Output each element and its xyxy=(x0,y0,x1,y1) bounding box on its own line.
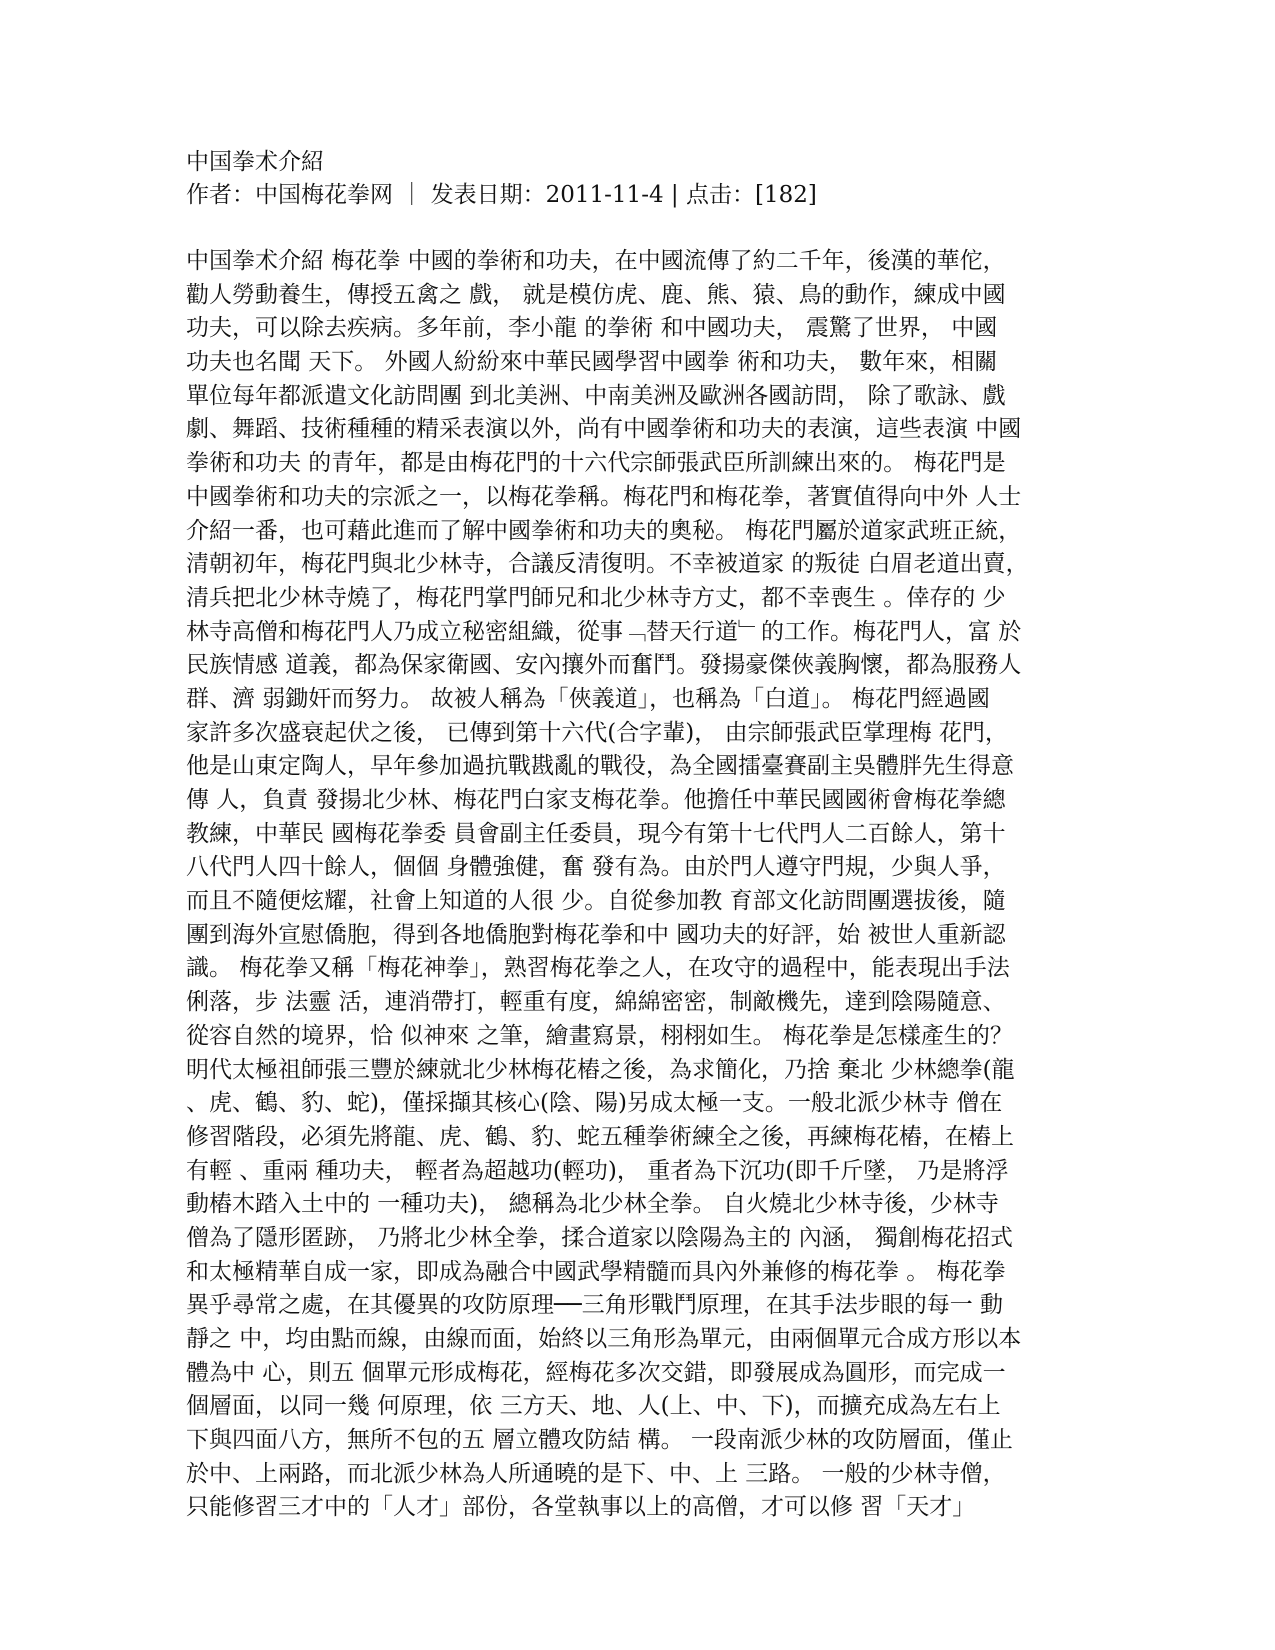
body-line: 中國拳術和功夫的宗派之一，以梅花拳稱。梅花門和梅花拳，著實值得向中外 人士 xyxy=(186,483,1022,510)
body-line: 從容自然的境界，恰 似神來 之筆，繪畫寫景，栩栩如生。 梅花拳是怎樣產生的？ xyxy=(186,1022,1013,1049)
body-line: 教練，中華民 國梅花拳委 員會副主任委員，現今有第十七代門人二百餘人，第十 xyxy=(186,820,1006,847)
body-line: 介紹一番，也可藉此進而了解中國拳術和功夫的奧秘。 梅花門屬於道家武班正統， xyxy=(186,517,1022,544)
body-line: 家許多次盛衰起伏之後， 已傳到第十六代(合字輩)， 由宗師張武臣掌理梅 花門， xyxy=(186,719,1008,746)
body-line: 動樁木踏入土中的 一種功夫)， 總稱為北少林全拳。 自火燒北少林寺後，少林寺 xyxy=(186,1191,999,1218)
body-line: 於中、上兩路，而北派少林為人所通曉的是下、中、上 三路。 一般的少林寺僧， xyxy=(186,1460,1006,1487)
body-line: 八代門人四十餘人，個個 身體強健，奮 發有為。由於門人遵守門規，少與人爭， xyxy=(186,854,1006,881)
body-line: 修習階段，必須先將龍、虎、鶴、豹、蛇五種拳術練全之後，再練梅花樁，在樁上 xyxy=(186,1123,1014,1150)
body-line: 明代太極祖師張三豐於練就北少林梅花樁之後，為求簡化，乃捨 棄北 少林總拳(龍 xyxy=(186,1056,1015,1083)
body-line: 下與四面八方，無所不包的五 層立體攻防結 構。 一段南派少林的攻防層面，僅止 xyxy=(186,1427,1013,1454)
body-line: 有輕 、重兩 種功夫， 輕者為超越功(輕功)， 重者為下沉功(即千斤墜， 乃是將浮 xyxy=(186,1157,1009,1184)
body-line: 只能修習三才中的「人才」部份，各堂執事以上的高僧，才可以修 習「天才」 xyxy=(186,1494,976,1521)
body-line: 民族情感 道義，都為保家衛國、安內攘外而奮鬥。發揚豪傑俠義胸懷，都為服務人 xyxy=(186,652,1022,679)
body-line: 個層面，以同一幾 何原理，依 三方天、地、人(上、中、下)，而擴充成為左右上 xyxy=(186,1393,1001,1420)
body-line: 傳 人，負責 發揚北少林、梅花門白家支梅花拳。他擔任中華民國國術會梅花拳總 xyxy=(186,787,1006,813)
document-page xyxy=(186,146,1090,1525)
body-line: 俐落，步 法靈 活，連消帶打，輕重有度，綿綿密密，制敵機先，達到陰陽隨意、 xyxy=(186,989,1006,1016)
body-line: 和太極精華自成一家，即成為融合中國武學精髓而具內外兼修的梅花拳 。 梅花拳 xyxy=(186,1258,1006,1285)
body-line: 功夫也名聞 天下。 外國人紛紛來中華民國學習中國拳 術和功夫， 數年來，相關 xyxy=(186,349,998,376)
body-line: 識。 梅花拳又稱「梅花神拳」，熟習梅花拳之人，在攻守的過程中，能表現出手法 xyxy=(186,955,1010,982)
document-meta: 作者：中国梅花拳网 ｜ 发表日期：2011-11-4 | 点击：[182] xyxy=(186,182,817,208)
body-line: 劇、舞蹈、技術種種的精采表演以外，尚有中國拳術和功夫的表演，這些表演 中國 xyxy=(186,416,1022,443)
body-line: 、虎、鶴、豹、蛇)，僅採擷其核心(陰、陽)另成太極一支。一般北派少林寺 僧在 xyxy=(186,1090,1003,1117)
body-line: 林寺高僧和梅花門人乃成立秘密組織，從事﹁替天行道﹂的工作。梅花門人，富 於 xyxy=(186,618,1022,645)
body-line: 團到海外宣慰僑胞，得到各地僑胞對梅花拳和中 國功夫的好評，始 被世人重新認 xyxy=(186,921,1006,948)
body-line: 體為中 心，則五 個單元形成梅花，經梅花多次交錯，即發展成為圓形，而完成一 xyxy=(186,1359,1006,1386)
body-line: 勸人勞動養生，傳授五禽之 戲， 就是模仿虎、鹿、熊、猿、鳥的動作，練成中國 xyxy=(186,281,1006,308)
body-line: 清兵把北少林寺燒了，梅花門掌門師兄和北少林寺方丈，都不幸喪生 。倖存的 少 xyxy=(186,584,1006,611)
body-line: 而且不隨便炫耀，社會上知道的人很 少。自從參加教 育部文化訪問團選拔後，隨 xyxy=(186,888,1006,915)
body-line: 中国拳术介紹 梅花拳 中國的拳術和功夫，在中國流傳了約二千年，後漢的華佗， xyxy=(186,248,1006,274)
body-line: 清朝初年，梅花門與北少林寺，合議反清復明。不幸被道家 的叛徒 白眉老道出賣， xyxy=(186,551,1029,578)
body-line: 他是山東定陶人，早年參加過抗戰戡亂的戰役，為全國擂臺賽副主吳體胖先生得意 xyxy=(186,753,1014,780)
body-line: 僧為了隱形匿跡， 乃將北少林全拳，揉合道家以陰陽為主的 內涵， 獨創梅花招式 xyxy=(186,1224,1013,1251)
document-body xyxy=(186,245,1090,1525)
body-line: 靜之 中，均由點而線，由線而面，始終以三角形為單元，由兩個單元合成方形以本 xyxy=(186,1326,1022,1352)
body-line: 單位每年都派遣文化訪問團 到北美洲、中南美洲及歐洲各國訪問， 除了歌詠、戲 xyxy=(186,382,1006,409)
document-title: 中国拳术介紹 xyxy=(186,149,324,175)
body-line: 拳術和功夫 的青年，都是由梅花門的十六代宗師張武臣所訓練出來的。 梅花門是 xyxy=(186,450,1006,477)
body-line: 異乎尋常之處，在其優異的攻防原理──三角形戰鬥原理，在其手法步眼的每一 動 xyxy=(186,1292,1004,1319)
body-line: 群、濟 弱鋤奸而努力。 故被人稱為「俠義道」，也稱為「白道」。 梅花門經過國 xyxy=(186,685,990,712)
body-line: 功夫，可以除去疾病。多年前，李小龍 的拳術 和中國功夫， 震驚了世界， 中國 xyxy=(186,315,998,342)
